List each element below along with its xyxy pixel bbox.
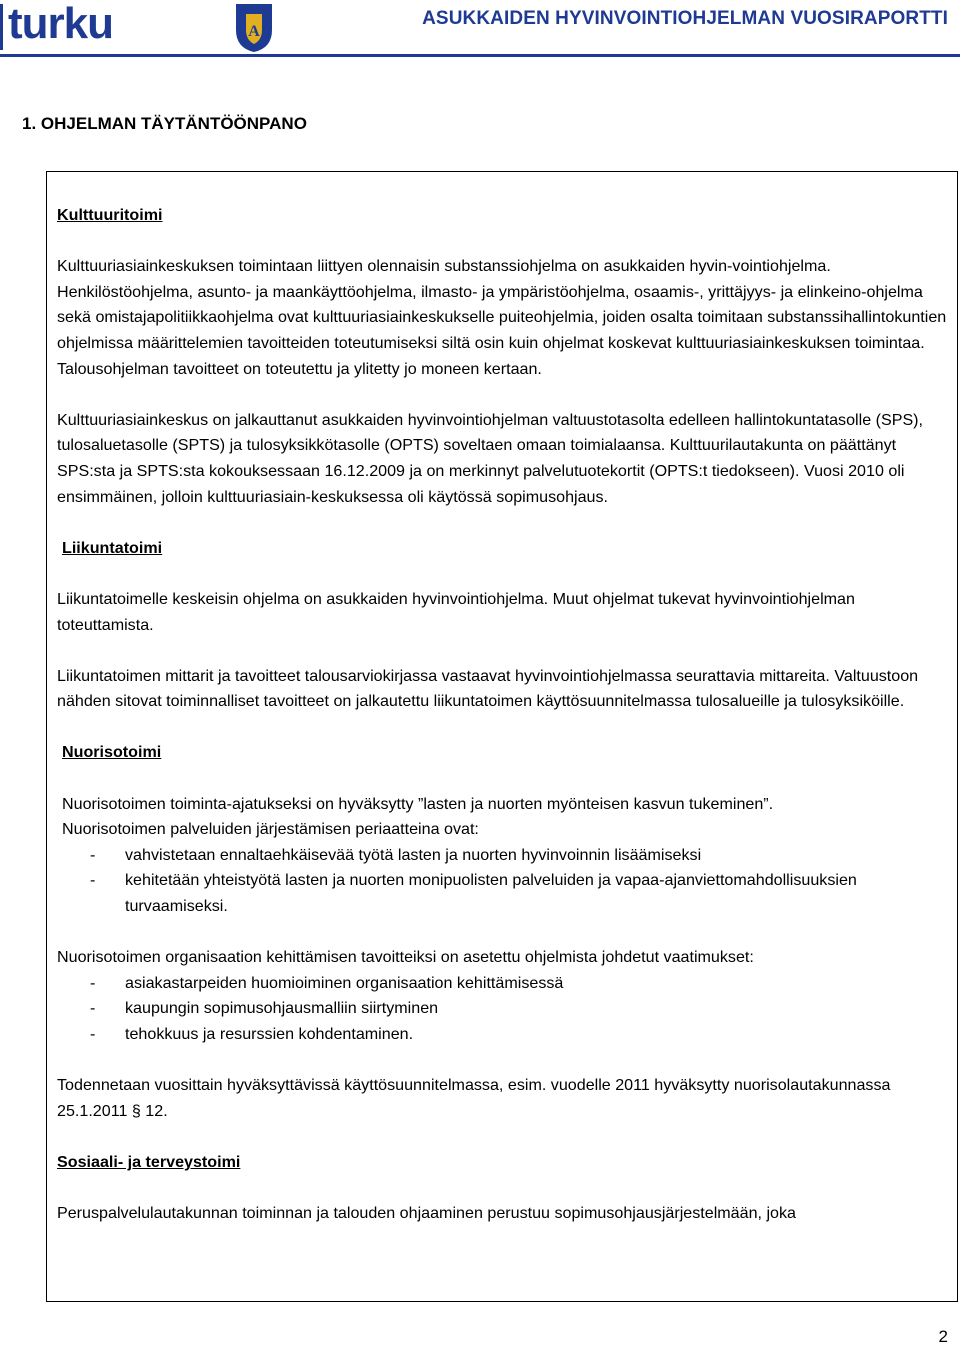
nuoriso-paragraph-4: Todennetaan vuosittain hyväksyttävissä käyttösuunnitelmassa, esim. vuodelle 2011 hyväksytty nuorisolautakunnassa 25.1.2011 § 12. bbox=[57, 1076, 891, 1120]
liikunta-paragraph-1: Liikuntatoimelle keskeisin ohjelma on asukkaiden hyvinvointiohjelma. Muut ohjelmat tukevat hyvinvointiohjelman toteuttamista. bbox=[57, 589, 855, 634]
list-item: - vahvistetaan ennaltaehkäisevää työtä lasten ja nuorten hyvinvoinnin lisäämiseksi bbox=[90, 845, 702, 864]
section-title: 1. OHJELMAN TÄYTÄNTÖÖNPANO bbox=[22, 114, 307, 133]
list-item: - kaupungin sopimusohjausmalliin siirtyminen bbox=[90, 999, 439, 1018]
content-box bbox=[46, 171, 958, 1302]
heading-kulttuuritoimi: Kulttuuritoimi bbox=[57, 206, 163, 224]
kulttuuri-paragraph-2: Kulttuuriasiainkeskus on jalkauttanut asukkaiden hyvinvointiohjelman valtuustotasolta edelleen hallintokuntatasolle (SPS), tulosaluetasolle (SPTS) ja tulosyksikkötasolle (OPTS) soveltaen omaan toimialaansa. Kulttuurilautakunta on päättänyt SPS:sta ja SPTS:sta kokouksessaan 16.12.2009 ja on merkinnyt palvelutuotekortit (OPTS:t tiedokseen). Vuosi 2010 oli ensimmäinen, jolloin kulttuuriasiain-keskuksessa oli käytössä sopimusohjaus. bbox=[57, 410, 924, 506]
nuoriso-principles-list bbox=[57, 843, 949, 920]
nuoriso-paragraph-3: Nuorisotoimen organisaation kehittämisen tavoitteiksi on asetettu ohjelmista johdetut vaatimukset: bbox=[57, 948, 754, 967]
svg-text:A: A bbox=[248, 23, 260, 40]
heading-sosiaali-ja-terveystoimi: Sosiaali- ja terveystoimi bbox=[57, 1152, 241, 1171]
heading-liikuntatoimi: Liikuntatoimi bbox=[62, 538, 163, 557]
nuoriso-paragraph-1: Nuorisotoimen toiminta-ajatukseksi on hyväksytty ”lasten ja nuorten myönteisen kasvun tukeminen”. bbox=[62, 794, 774, 813]
turku-logo bbox=[0, 0, 275, 52]
sosiaali-paragraph-1: Peruspalvelulautakunnan toiminnan ja talouden ohjaaminen perustuu sopimusohjausjärjestelmään, joka bbox=[57, 1204, 797, 1223]
report-title: ASUKKAIDEN HYVINVOINTIOHJELMAN VUOSIRAPORTTI bbox=[422, 8, 948, 29]
list-item: - tehokkuus ja resurssien kohdentaminen. bbox=[90, 1025, 414, 1043]
nuoriso-paragraph-2: Nuorisotoimen palveluiden järjestämisen periaatteina ovat: bbox=[62, 820, 479, 839]
list-item: - kehitetään yhteistyötä lasten ja nuorten monipuolisten palveluiden ja vapaa-ajanviettomahdollisuuksien turvaamiseksi. bbox=[90, 871, 857, 916]
heading-nuorisotoimi: Nuorisotoimi bbox=[62, 743, 162, 762]
header-divider bbox=[0, 54, 960, 57]
liikunta-paragraph-2: Liikuntatoimen mittarit ja tavoitteet talousarviokirjassa vastaavat hyvinvointiohjelmassa seurattavia mittareita. Valtuustoon nähden sitovat toiminnalliset tavoitteet on jalkautettu liikuntatoimen käyttösuunnitelmassa tulosalueille ja tulosyksiköille. bbox=[57, 666, 919, 711]
svg-text:turku: turku bbox=[8, 0, 113, 48]
nuoriso-requirements-list bbox=[57, 971, 949, 1048]
list-item: - asiakastarpeiden huomioiminen organisaation kehittämisessä bbox=[90, 973, 564, 992]
page-number: 2 bbox=[938, 1327, 948, 1346]
kulttuuri-paragraph-1: Kulttuuriasiainkeskuksen toimintaan liittyen olennaisin substanssiohjelma on asukkaiden hyvin-vointiohjelma. Henkilöstöohjelma, asunto- ja maankäyttöohjelma, ilmasto- ja ympäristöohjelma, osaamis-, yrittäjyys- ja elinkeino-ohjelma sekä omistajapolitiikkaohjelma ovat kulttuuriasiainkeskukselle puiteohjelmia, joiden osalta toimitaan substanssihallintokuntien ohjelmissa määrittelemien tavoitteiden toteutumiseksi siltä osin kuin ohjelmat koskevat kulttuuriasiainkeskuksen toimintaa. Talousohjelman tavoitteet on toteutettu ja ylitetty jo moneen kertaan. bbox=[57, 257, 947, 378]
coat-of-arms-icon bbox=[236, 4, 272, 52]
